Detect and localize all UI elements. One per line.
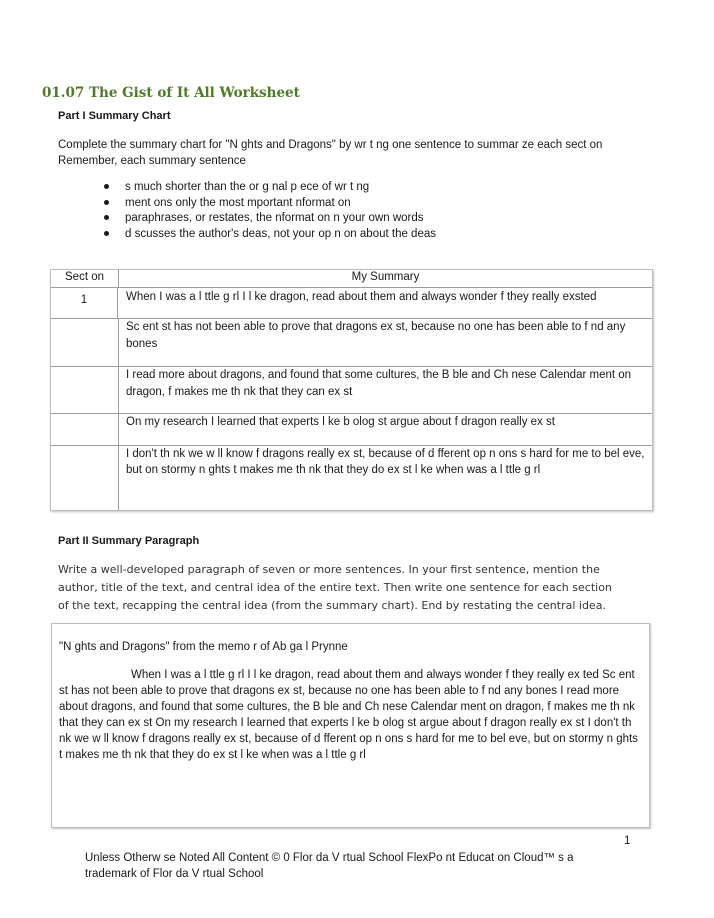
summary-cell[interactable]: I don't th nk we w ll know f dragons really ex st, because of d fferent op n ons s hard for me to bel eve, but on stormy n ghts t makes me th nk that they do ex st l ke when was a l ttle g rl	[126, 448, 645, 476]
list-item: paraphrases, or restates, the nformat on n your own words	[104, 210, 624, 226]
table-row	[51, 287, 652, 319]
list-item: ment ons only the most mportant nformat on	[104, 195, 624, 211]
table-row	[51, 413, 652, 446]
worksheet-title: 01.07 The Gist of It All Worksheet	[42, 85, 300, 101]
part2-heading: Part II Summary Paragraph	[58, 535, 200, 547]
list-item: d scusses the author's deas, not your op n on about the deas	[104, 226, 624, 242]
table-row	[51, 318, 652, 367]
summary-rules-list	[104, 179, 624, 241]
summary-cell[interactable]: On my research I learned that experts l ke b olog st argue about f dragon really ex st	[126, 416, 555, 428]
list-item: s much shorter than the or g nal p ece of wr t ng	[104, 179, 624, 195]
summary-column-header: My Summary	[351, 271, 420, 283]
part2-instructions: Write a well-developed paragraph of seven or more sentences. In your first sentence, mention the author, title of the text, and central idea of the entire text. Then write one sentence for each section of the text, recapping the central idea (from the summary chart). End by restating the central idea.	[58, 563, 612, 612]
intro-line-1: Complete the summary chart for "N ghts and Dragons" by wr t ng one sentence to summar ze each sect on	[58, 139, 603, 151]
summary-paragraph-box[interactable]	[51, 623, 650, 828]
table-row	[51, 366, 652, 414]
table-header-row	[51, 270, 652, 287]
section-number: 1	[51, 288, 118, 319]
copyright-footer: Unless Otherw se Noted All Content © 0 Flor da V rtual School FlexPo nt Educat on Cloud™ s a trademark of Flor da V rtual School	[85, 852, 574, 880]
section-number	[51, 319, 119, 367]
table-row	[51, 445, 652, 510]
page-number: 1	[624, 835, 631, 847]
summary-cell[interactable]: Sc ent st has not been able to prove that dragons ex st, because no one has been able to f nd any bones	[126, 321, 626, 350]
section-number	[51, 367, 119, 414]
source-line: "N ghts and Dragons" from the memo r of Ab ga l Prynne	[59, 641, 348, 653]
summary-cell[interactable]: When I was a l ttle g rl I l ke dragon, read about them and always wonder f they really exsted	[126, 291, 597, 303]
part1-heading: Part I Summary Chart	[58, 110, 171, 122]
section-number	[51, 446, 119, 510]
section-number	[51, 414, 119, 446]
summary-cell[interactable]: I read more about dragons, and found that some cultures, the B ble and Ch nese Calendar ment on dragon, f makes me th nk that they can ex st	[126, 369, 632, 398]
summary-paragraph-text[interactable]: When I was a l ttle g rl I l ke dragon, read about them and always wonder f they really ex ted Sc ent st has not been able to prove that dragons ex st, because no one has been able to f nd any bones I read more about dragons, and found that some cultures, the B ble and Ch nese Calendar ment on dragon, f makes me th nk that they can ex st On my research I learned that experts l ke b olog st argue about f dragon really ex st I don't th nk we w ll know f dragons really ex st, because of d fferent op n ons s hard for me to bel eve, but on stormy n ghts t makes me th nk that they do ex st l ke when was a l ttle g rl	[59, 669, 638, 761]
section-column-header: Sect on	[51, 270, 119, 287]
summary-chart-table	[50, 269, 653, 511]
intro-line-2: Remember, each summary sentence	[58, 155, 246, 167]
part1-intro	[58, 137, 658, 169]
